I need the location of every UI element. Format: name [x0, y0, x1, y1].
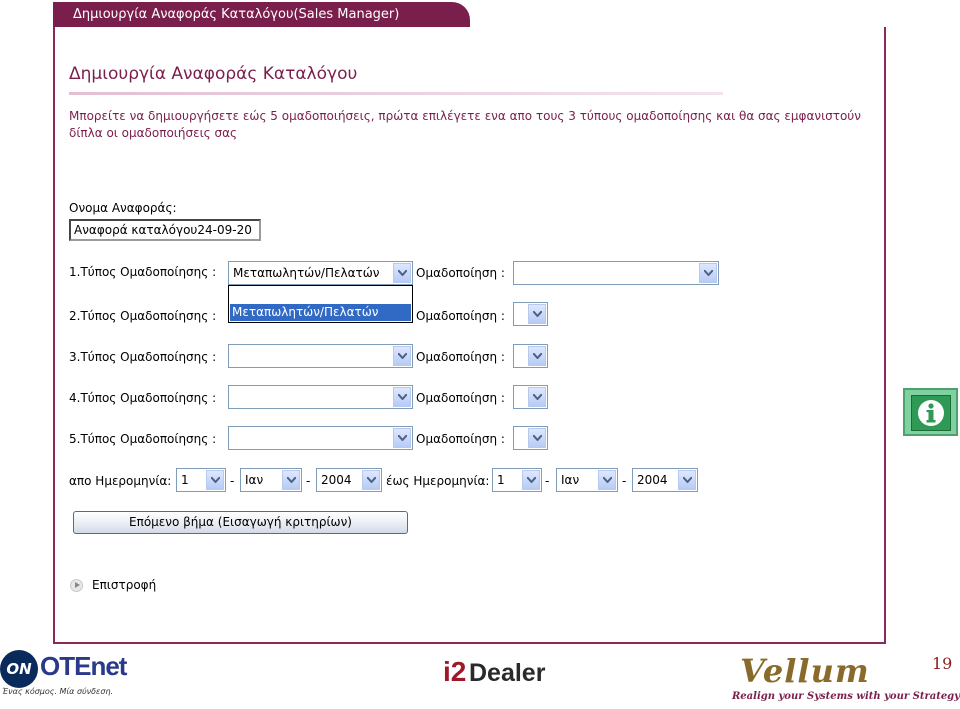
to-month-select[interactable] [556, 468, 618, 492]
vellum-tagline: Realign your Systems with your Strategy [732, 691, 960, 702]
chevron-down-icon [282, 470, 300, 490]
otenet-logo-mark: ON [0, 650, 38, 688]
grouping-type-4-label: 4.Τύπος Ομαδοποίησης : [69, 391, 217, 405]
i2dealer-logo-word: Dealer [469, 659, 546, 687]
intro-text: Μπορείτε να δημιουργήσετε εώς 5 ομαδοποιήσεις, πρώτα επιλέγετε ενα απο τους 3 τύπους ομαδοποίησης και θα σας εμφανιστούν δίπλα οι ομαδοποιήσεις σας [69, 109, 861, 140]
chevron-down-icon [393, 346, 411, 366]
grouping-type-1-label: 1.Τύπος Ομαδοποίησης : [69, 265, 217, 279]
otenet-logo [0, 650, 127, 700]
to-date-label: έως Ημερομηνία: [386, 474, 490, 488]
grouping-type-1-select[interactable] [228, 261, 413, 285]
chevron-down-icon [699, 263, 717, 283]
chevron-down-icon [528, 304, 546, 324]
grouping-5-label: Ομαδοποίηση : [416, 432, 505, 446]
next-step-button[interactable]: Επόμενο βήμα (Εισαγωγή κριτηρίων) [73, 511, 408, 534]
to-day-value: 1 [497, 473, 505, 487]
info-icon [911, 395, 951, 431]
title-divider [69, 92, 723, 95]
grouping-2-select[interactable] [513, 302, 548, 326]
grouping-type-3-label: 3.Τύπος Ομαδοποίησης : [69, 350, 217, 364]
chevron-down-icon [598, 470, 616, 490]
from-year-select[interactable] [316, 468, 382, 492]
grouping-type-1-value: Μεταπωλητών/Πελατών [233, 266, 380, 280]
from-day-value: 1 [181, 473, 189, 487]
grouping-type-5-select[interactable] [228, 426, 413, 450]
grouping-4-select[interactable] [513, 385, 548, 409]
to-day-select[interactable] [492, 468, 542, 492]
window-tab [53, 2, 470, 27]
page-number: 19 [932, 654, 953, 673]
arrow-right-icon[interactable] [70, 579, 83, 592]
dropdown-option[interactable]: Μεταπωλητών/Πελατών [230, 304, 411, 321]
from-month-select[interactable] [240, 468, 302, 492]
to-year-select[interactable] [632, 468, 698, 492]
chevron-down-icon [522, 470, 540, 490]
from-month-value: Ιαν [245, 473, 264, 487]
grouping-type-3-select[interactable] [228, 344, 413, 368]
grouping-1-label: Ομαδοποίηση : [416, 266, 505, 280]
report-name-input[interactable]: Αναφορά καταλόγου24-09-20 [69, 219, 261, 241]
grouping-1-select[interactable] [513, 261, 719, 285]
chevron-down-icon [393, 387, 411, 407]
grouping-5-select[interactable] [513, 426, 548, 450]
chevron-down-icon [528, 428, 546, 448]
grouping-type-2-label: 2.Τύπος Ομαδοποίησης : [69, 309, 217, 323]
from-day-select[interactable] [176, 468, 226, 492]
otenet-logo-word: OTEnet [40, 651, 127, 681]
chevron-down-icon [393, 428, 411, 448]
date-separator: - [306, 474, 311, 488]
vellum-logo-word: Vellum [740, 652, 870, 690]
grouping-3-label: Ομαδοποίηση : [416, 350, 505, 364]
date-separator: - [230, 474, 235, 488]
otenet-tagline: Ένας κόσμος. Μία σύνδεση. [2, 687, 114, 696]
grouping-type-1-dropdown-list [228, 285, 413, 323]
chevron-down-icon [528, 346, 546, 366]
grouping-type-5-label: 5.Τύπος Ομαδοποίησης : [69, 432, 217, 446]
to-month-value: Ιαν [561, 473, 580, 487]
date-separator: - [545, 474, 550, 488]
window-tab-title: Δημιουργία Αναφοράς Καταλόγου(Sales Manager) [73, 7, 400, 22]
page-title: Δημιουργία Αναφοράς Καταλόγου [69, 64, 358, 84]
to-year-value: 2004 [637, 473, 668, 487]
info-button[interactable] [903, 388, 958, 436]
i2dealer-logo-prefix: i2 [443, 656, 467, 687]
chevron-down-icon [393, 263, 411, 283]
chevron-down-icon [206, 470, 224, 490]
back-link[interactable]: Επιστροφή [92, 578, 157, 592]
from-date-label: απο Ημερομηνία: [69, 474, 172, 488]
grouping-2-label: Ομαδοποίηση : [416, 309, 505, 323]
date-separator: - [622, 474, 627, 488]
chevron-down-icon [678, 470, 696, 490]
from-year-value: 2004 [321, 473, 352, 487]
i2dealer-logo [443, 656, 555, 694]
grouping-4-label: Ομαδοποίηση : [416, 391, 505, 405]
grouping-3-select[interactable] [513, 344, 548, 368]
grouping-type-4-select[interactable] [228, 385, 413, 409]
report-name-label: Ονομα Αναφοράς: [69, 201, 177, 215]
chevron-down-icon [528, 387, 546, 407]
chevron-down-icon [362, 470, 380, 490]
